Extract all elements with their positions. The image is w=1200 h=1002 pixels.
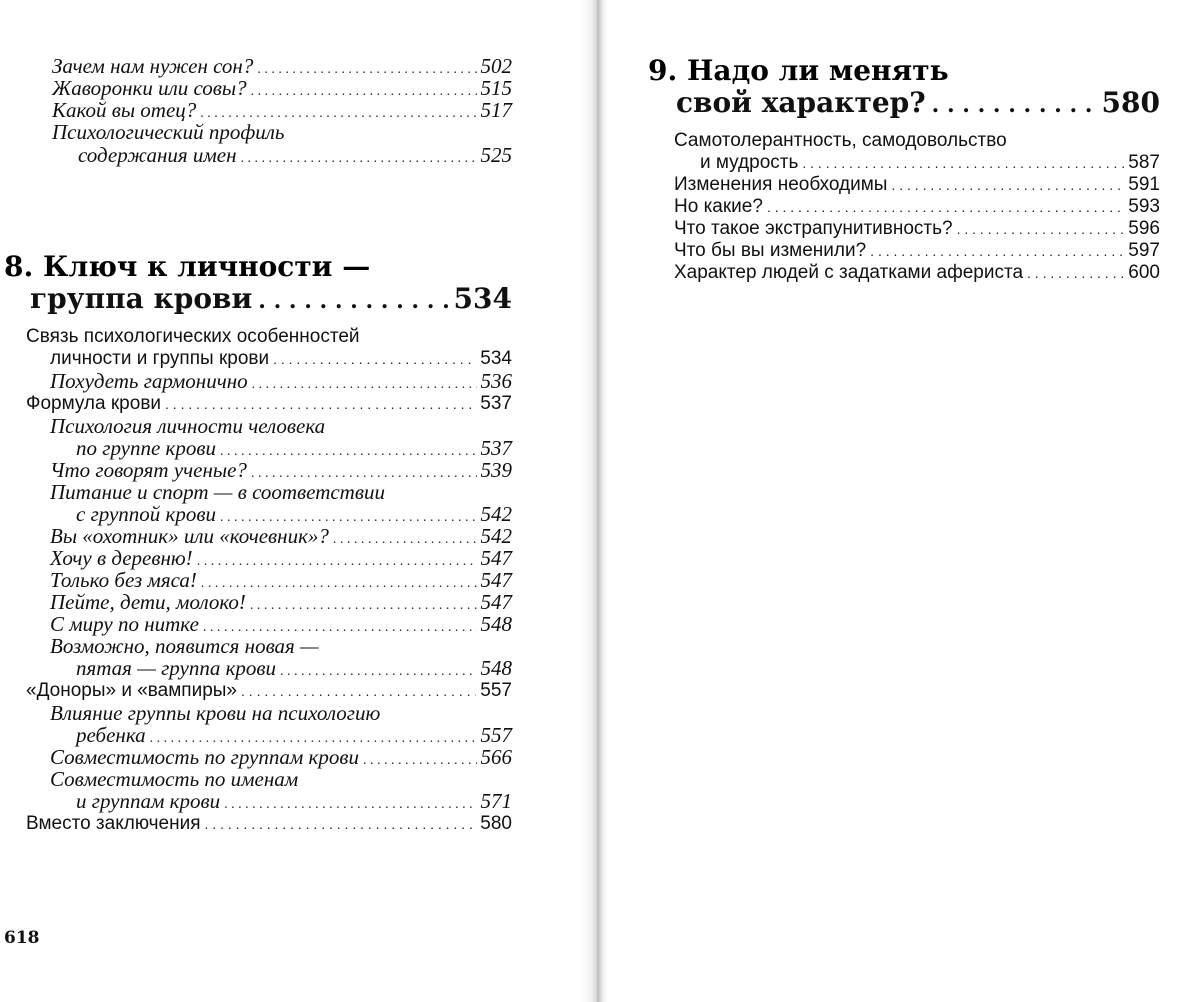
toc-entry-page: 557	[480, 723, 512, 747]
chapter-title-line2: группа крови	[30, 282, 253, 315]
toc-entry	[50, 348, 512, 370]
toc-entry-label: Изменения необходимы	[674, 174, 888, 195]
toc-entry-label: по группе крови	[76, 436, 216, 460]
toc-entry-page: 542	[480, 502, 512, 526]
toc-entry-label: Похудеть гармонично	[50, 369, 248, 393]
toc-entry-label: Совместимость по группам крови	[50, 745, 359, 769]
leader-dots	[273, 348, 476, 370]
toc-entry-label: Характер людей с задатками афериста	[674, 262, 1024, 283]
leader-dots	[767, 196, 1124, 218]
toc-entry-page: 547	[480, 546, 512, 570]
toc-entry-label-line: Самотолерантность, самодовольство	[674, 130, 1007, 151]
leader-dots	[258, 284, 447, 318]
toc-entry-page: 596	[1128, 218, 1160, 239]
toc-entry	[674, 218, 1160, 240]
toc-entry-page: 515	[480, 76, 512, 100]
book-gutter	[582, 0, 608, 1002]
toc-entry-label: Хочу в деревню!	[50, 546, 193, 570]
chapter-page: 580	[1101, 86, 1160, 119]
toc-entry-page: 502	[480, 54, 512, 78]
toc-entry-page: 542	[480, 524, 512, 548]
toc-entry-page: 580	[480, 813, 512, 834]
toc-entry-label-line: Совместимость по именам	[50, 767, 299, 791]
toc-entry-label: ребенка	[76, 723, 146, 747]
toc-entry-page: 547	[480, 590, 512, 614]
toc-entry-page: 517	[480, 98, 512, 122]
toc-entry	[674, 240, 1160, 262]
toc-entry-label-line: Психология личности человека	[50, 414, 326, 438]
toc-entry-label-line: Психологический профиль	[52, 120, 285, 144]
toc-entry-label: Формула крови	[26, 393, 162, 414]
toc-entry-label: «Доноры» и «вампиры»	[26, 680, 238, 701]
toc-entry	[674, 262, 1160, 284]
toc-entry-label: Но какие?	[674, 196, 763, 217]
toc-entry-label: Что такое экстрапунитивность?	[674, 218, 953, 239]
leader-dots	[932, 88, 1096, 122]
leader-dots	[205, 813, 477, 835]
chapter-title: 8. Ключ к личности —	[4, 250, 371, 283]
toc-entry-page: 536	[480, 369, 512, 393]
toc-entry-page: 534	[480, 348, 512, 369]
toc-entry-page: 548	[480, 656, 512, 680]
toc-entry-label: Зачем нам нужен сон?	[52, 54, 254, 78]
toc-entry	[26, 813, 512, 835]
toc-entry-page: 591	[1128, 174, 1160, 195]
toc-entry-page: 600	[1128, 262, 1160, 283]
left-page	[0, 0, 560, 1002]
toc-entry-label: Что говорят ученые?	[50, 458, 247, 482]
chapter-title-line2: свой характер?	[676, 86, 926, 119]
toc-entry-label: пятая — группа крови	[76, 656, 277, 680]
toc-entry-page: 566	[480, 745, 512, 769]
toc-entry-label-line: Возможно, появится новая —	[50, 634, 319, 658]
toc-entry-page: 571	[480, 789, 512, 813]
right-page	[620, 0, 1200, 1002]
chapter-title-row	[676, 86, 1160, 122]
leader-dots	[165, 393, 476, 415]
toc-entry-label-line: Влияние группы крови на психологию	[50, 701, 381, 725]
toc-entry-label: с группой крови	[76, 502, 216, 526]
toc-entry-page: 537	[480, 393, 512, 414]
toc-entry-label: Только без мяса!	[50, 568, 197, 592]
toc-entry-label: содержания имен	[78, 143, 237, 167]
toc-entry-label: Пейте, дети, молоко!	[50, 590, 246, 614]
toc-entry-page: 537	[480, 436, 512, 460]
page-number: 618	[4, 928, 40, 948]
leader-dots	[870, 240, 1124, 262]
chapter-title: 9. Надо ли менять	[648, 54, 949, 87]
toc-entry	[674, 174, 1160, 196]
toc-entry-page: 557	[480, 680, 512, 701]
leader-dots	[1027, 262, 1124, 284]
leader-dots	[802, 152, 1124, 174]
leader-dots	[891, 174, 1124, 196]
toc-entry	[674, 196, 1160, 218]
toc-entry-page: 593	[1128, 196, 1160, 217]
chapter-title-row	[30, 282, 512, 318]
toc-entry-label-line: Связь психологических особенностей	[26, 326, 360, 347]
leader-dots	[241, 148, 477, 170]
leader-dots	[363, 750, 477, 772]
toc-entry-label: Какой вы отец?	[52, 98, 197, 122]
toc-entry-page: 539	[480, 458, 512, 482]
leader-dots	[957, 218, 1125, 240]
toc-entry	[700, 152, 1160, 174]
toc-entry-label: и мудрость	[700, 152, 799, 173]
toc-entry-label-line: Питание и спорт — в соответствии	[50, 480, 385, 504]
toc-entry	[26, 680, 512, 702]
leader-dots	[241, 680, 476, 702]
toc-entry-label: С миру по нитке	[50, 612, 199, 636]
toc-entry-page: 587	[1128, 152, 1160, 173]
toc-entry-page: 597	[1128, 240, 1160, 261]
toc-entry-page: 548	[480, 612, 512, 636]
toc-entry-label: Что бы вы изменили?	[674, 240, 867, 261]
toc-entry-page: 525	[480, 143, 512, 167]
toc-entry-page: 547	[480, 568, 512, 592]
toc-entry-label: и группам крови	[76, 789, 221, 813]
toc-entry	[26, 393, 512, 415]
toc-entry-label: личности и группы крови	[50, 348, 270, 369]
toc-entry-label: Вы «охотник» или «кочевник»?	[50, 524, 329, 548]
toc-entry	[78, 144, 512, 170]
chapter-page: 534	[453, 282, 512, 315]
toc-entry-label: Вместо заключения	[26, 813, 201, 834]
toc-entry-label: Жаворонки или совы?	[52, 76, 247, 100]
